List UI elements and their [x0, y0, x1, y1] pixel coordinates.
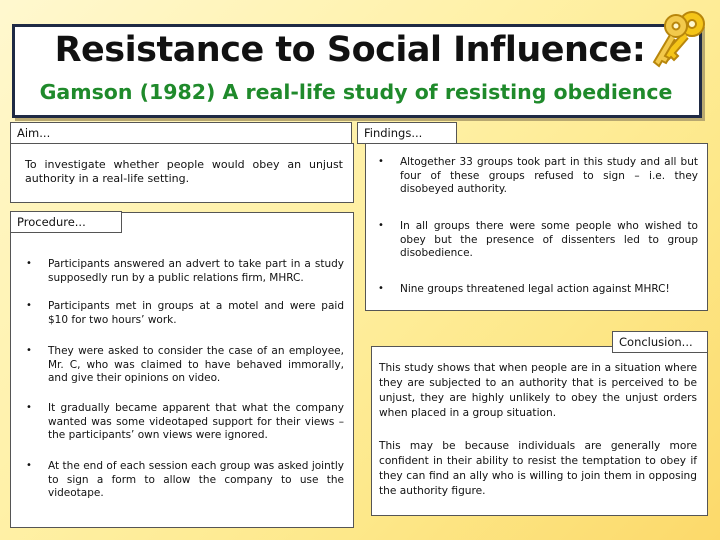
aim-label: Aim...: [10, 122, 352, 144]
list-item: [26, 345, 344, 386]
findings-bullet: Nine groups threatened legal action against MHRC!: [400, 283, 670, 295]
bullet-icon: •: [26, 300, 32, 311]
procedure-label: Procedure...: [10, 211, 122, 233]
aim-text: To investigate whether people would obey an unjust authority in a real-life setting.: [25, 158, 343, 185]
procedure-bullet: It gradually became apparent that what the company wanted was some videotaped support for their views – the participants’ own views were ignored.: [48, 402, 344, 441]
conclusion-paragraph: This may be because individuals are generally more confident in their ability to resist the temptation to obey if they can find an ally who is willing to join them in opposing the authority figure.: [379, 440, 697, 497]
list-item: [378, 220, 698, 261]
bullet-icon: •: [378, 220, 384, 231]
page-title: Resistance to Social Influence:: [54, 30, 646, 70]
bullet-icon: •: [378, 156, 384, 167]
findings-bullet: In all groups there were some people who wished to obey but the presence of dissenters led to group disobedience.: [400, 220, 698, 259]
page-subtitle: Gamson (1982) A real-life study of resisting obedience: [39, 80, 673, 104]
procedure-bullet: Participants answered an advert to take part in a study supposedly run by a public relations firm, MHRC.: [48, 258, 344, 284]
conclusion-paragraph: This study shows that when people are in a situation where they are subjected to an authority that is perceived to be unjust, they are highly unlikely to obey the unjust orders when placed in a group situation.: [379, 362, 697, 419]
conclusion-label: Conclusion...: [612, 331, 708, 353]
bullet-icon: •: [26, 345, 32, 356]
list-item: [26, 258, 344, 285]
bullet-icon: •: [378, 283, 384, 294]
bullet-icon: •: [26, 402, 32, 413]
procedure-bullet: They were asked to consider the case of an employee, Mr. C, who was claimed to have behaved immorally, and give their opinions on video.: [48, 345, 344, 384]
list-item: [26, 460, 344, 501]
findings-label: Findings...: [357, 122, 457, 144]
conclusion-panel: [371, 346, 708, 516]
findings-bullet: Altogether 33 groups took part in this study and all but four of these groups refused to sign – i.e. they disobeyed authority.: [400, 156, 698, 195]
procedure-bullet: Participants met in groups at a motel and were paid $10 for two hours’ work.: [48, 300, 344, 326]
keys-icon: [640, 4, 718, 78]
list-item: [26, 402, 344, 443]
bullet-icon: •: [26, 258, 32, 269]
bullet-icon: •: [26, 460, 32, 471]
list-item: [378, 156, 698, 197]
aim-panel: [10, 143, 354, 203]
procedure-bullet: At the end of each session each group was asked jointly to sign a form to allow the company to use the videotape.: [48, 460, 344, 499]
list-item: [26, 300, 344, 327]
list-item: [378, 283, 698, 297]
